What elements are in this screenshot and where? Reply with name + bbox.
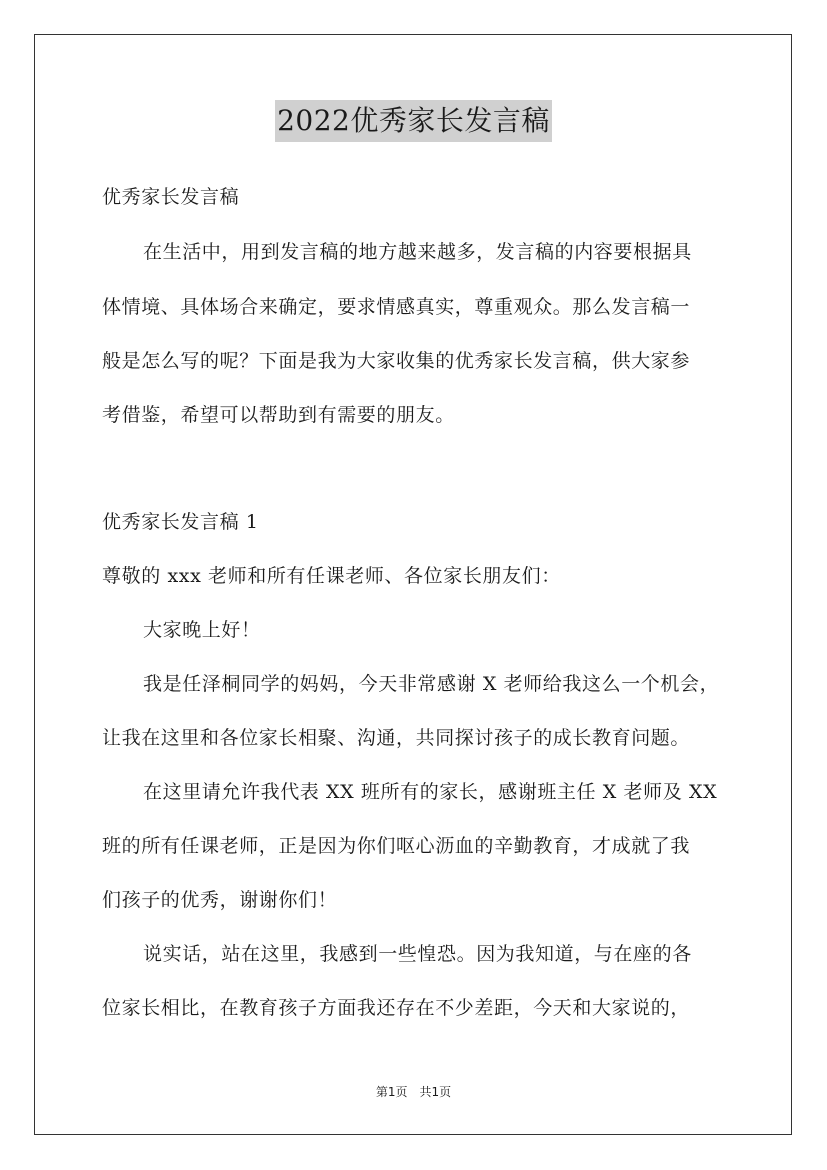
page-footer: 第1页 共1页 [375,1085,452,1099]
para1-line-1: 我是任泽桐同学的妈妈，今天非常感谢 X 老师给我这么一个机会， [143,673,720,695]
intro-line-3: 般是怎么写的呢？下面是我为大家收集的优秀家长发言稿，供大家参 [102,350,691,372]
intro-line-1: 在生活中，用到发言稿的地方越来越多，发言稿的内容要根据具 [143,241,692,263]
subtitle: 优秀家长发言稿 [102,186,240,208]
intro-line-4: 考借鉴，希望可以帮助到有需要的朋友。 [102,404,455,426]
para3-line-2: 位家长相比，在教育孩子方面我还存在不少差距，今天和大家说的， [102,997,691,1019]
document-title: 2022优秀家长发言稿 [275,100,552,142]
salutation: 尊敬的 xxx 老师和所有任课老师、各位家长朋友们： [102,565,561,587]
intro-line-2: 体情境、具体场合来确定，要求情感真实，尊重观众。那么发言稿一 [102,296,691,318]
para1-line-2: 让我在这里和各位家长相聚、沟通，共同探讨孩子的成长教育问题。 [102,727,691,749]
greeting: 大家晚上好！ [143,619,261,641]
para3-line-1: 说实话，站在这里，我感到一些惶恐。因为我知道，与在座的各 [143,943,692,965]
para2-line-3: 们孩子的优秀，谢谢你们！ [102,889,338,911]
title-container [0,100,827,142]
section-title: 优秀家长发言稿 1 [102,511,259,533]
para2-line-1: 在这里请允许我代表 XX 班所有的家长，感谢班主任 X 老师及 XX [143,781,718,803]
para2-line-2: 班的所有任课老师，正是因为你们呕心沥血的辛勤教育，才成就了我 [102,835,691,857]
